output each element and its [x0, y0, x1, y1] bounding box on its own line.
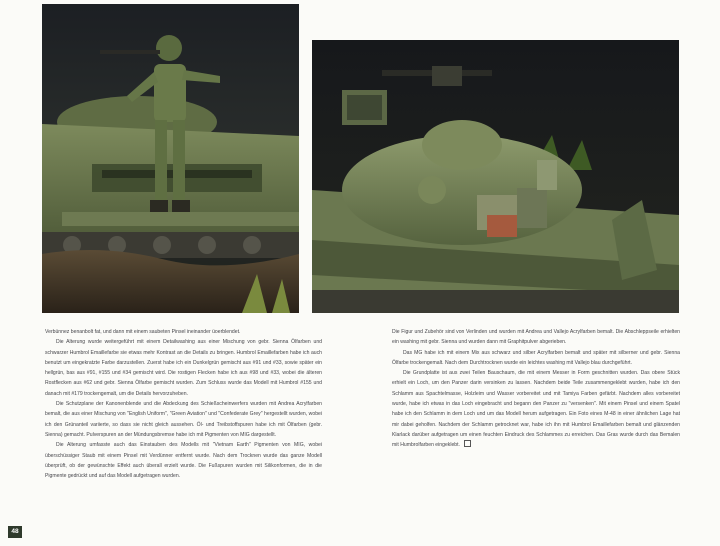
paragraph: Verbünnez benanbolt fat, und dann mit einem saubeten Pinsel ineinander üoerblendet.	[45, 329, 241, 335]
paragraph	[392, 368, 680, 450]
paragraph: Das MG habe ich mit einem Mix aus schwarz und silber Acrylfarben bemalt und später mit silberner und gebr. Sienna Ölfarbe trockengemalt. Nach dem Durchtrocknen wurde ein leichtes washing mit Vallejo blau durchgeführt.	[392, 349, 680, 366]
tank-with-figure-photo	[42, 4, 299, 313]
paragraph: Die Alterung wurde weitergeführt mit einem Detailwashing aus einer Mischung von gebr. Sienna Ölfarben und schwarzer Humbrol Emaillefarbe sie etwas mehr Kontrast an die Details zu bringen. Humbrol Emaillefarben habe ich auch benutzt um eingekratzte Farbe darzustellen. Zuerst habe ich ein Dunkelgrün gemischt aus #91 und #33, sowie später ein hellgrün, bas aus #91, #155 und #34 gemischt wird. Die rostigen Flecken habe ich aus #98 und #33, wobei die älteren Rostflecken aus #62 und gebr. Sienna Ölfarbe gemischt wurden. Zum Schluss wurde das Modell mit Humbrol #155 und danach mit #179 trockengemalt, um die Details hervorzuheben.	[45, 339, 322, 397]
page-number: 48	[8, 526, 22, 538]
article-column-right	[392, 327, 680, 451]
paragraph: Die Schutzplane der Kanonenblende und die Abdeckung des Schießscheinwerfers wurden mit Andrea Acrylfarben bemalt, die aus einer Mischung von "English Uniform", "Green Aviation" und "Confederate Grey" hergestellt wurden, wobei ich den Grünanteil variierte, so dass sie nicht gleich aussehen. Öl- und Treibstoffspuren habe ich mit Ölfarben (gebr. Sienna) gemacht. Pulverspuren an der Mündungsbremse habe ich mit Pigmenten von MIG dargestellt.	[45, 401, 322, 438]
paragraph: Die Alterung umfasste auch das Einstauben des Modells mit "Vietnam Earth" Pigmenten von MIG, wobei überschüssiger Staub mit einem Pinsel mit Verdünner entfernt wurde. Nach dem Trocknen wurde das ganze Modell überprüft, ob der gewünschte Effekt auch überall erzielt wurde. Die Fußspuren wurden mit Silikonformen, die in die Pigmente gedrückt und auf das Modell aufgetragen wurden.	[45, 442, 322, 480]
paragraph-text: Die Grundplatte ist aus zwei Teilen Bauschaum, die mit einem Messer in Form geschnitten wurden. Das obere Stück erhielt ein Loch, um den Panzer darin versinken zu lassen. Nachdem beide Teile zusammengeklebt wurden, habe ich den Schlamm aus Spachtelmasse, Holzleim und Wasser vorbereitet und mit Tamiya Farben gefärbt. Nachdem alles vorbereitet wurde, habe ich etwas in das Loch eingebracht und begann den Panzer zu "versenken". Mit einem Pinsel und einem Spatel habe ich den Schlamm in dem Loch und um das Modell herum aufgetragen. Ein Foto eines M-48 in einer ähnlichen Lage hat mir dabei geholfen. Nachdem der Schlamm getrocknet war, habe ich ihn mit Humbrol Emaillefarben bemalt und glänzenden Klarlack darüber aufgetragen um einen feuchten Eindruck des Schlammes zu erreichen. Das Gras wurde durch das Bemalen mit Humbrolfarben eingeklebt.	[392, 370, 680, 449]
end-of-article-icon	[464, 440, 471, 447]
paragraph: Die Figur und Zubehör sind von Verlinden und wurden mit Andrea und Vallejo Acrylfarben bemalt. Die Abschleppseile erhielten ein washing mit gebr. Sienna und wurden dann mit Graphitpulver abgerieben.	[392, 329, 680, 346]
article-column-left	[45, 327, 322, 481]
tank-turret-photo	[312, 40, 679, 313]
